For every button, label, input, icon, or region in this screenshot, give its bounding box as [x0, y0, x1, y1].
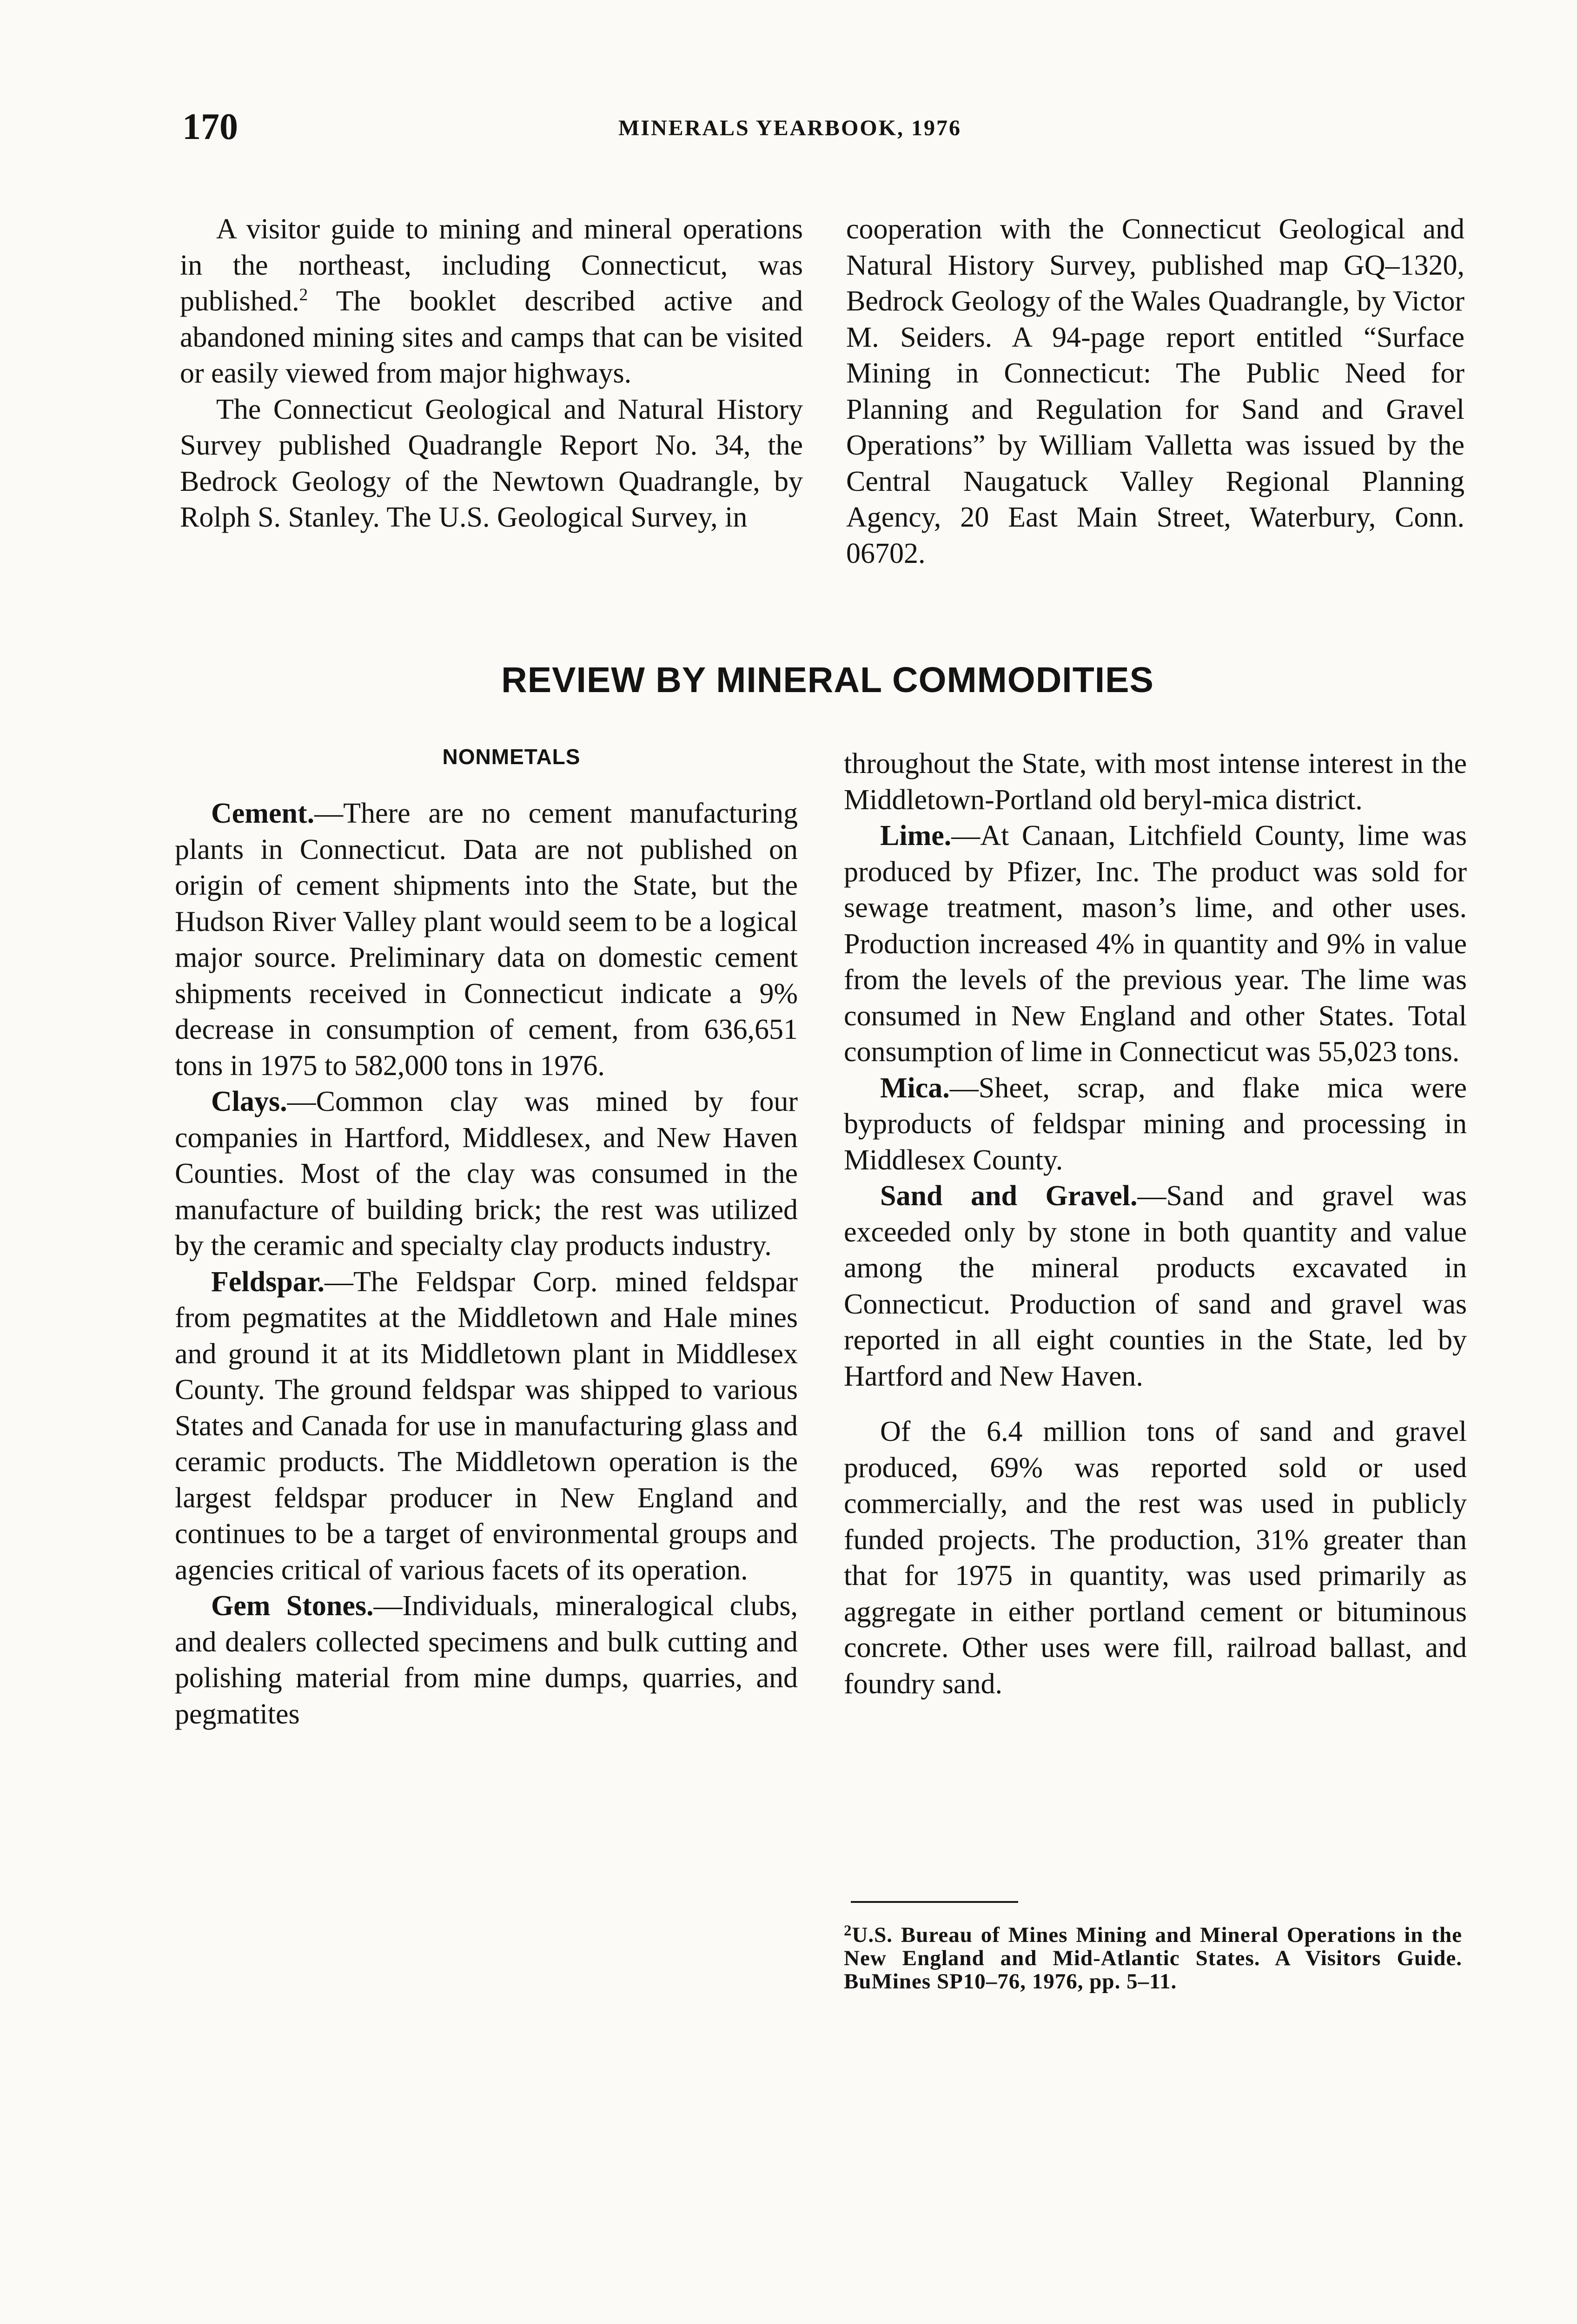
intro-right-column	[846, 211, 1464, 572]
cement-title: Cement.	[211, 798, 315, 829]
lime-text: —At Canaan, Litchfield County, lime was produced by Pfizer, Inc. The product was sold for sewage treatment, mason’s lime, and other uses. Production increased 4% in quantity and 9% in value from the levels of the previous year. The lime was consumed in New England and other States. Total consumption of lime in Connecticut was 55,023 tons.	[844, 820, 1467, 1068]
gem-stones-text: —Individuals, mineralogical clubs, and dealers collected specimens and bulk cutting and polishing material from mine dumps, quarries, and pegmatites	[175, 1590, 798, 1730]
commodities-right-column	[844, 746, 1467, 1702]
sand-gravel-paragraph	[844, 1178, 1467, 1394]
gem-stones-continued: throughout the State, with most intense interest in the Middletown-Portland old beryl-mica district.	[844, 748, 1467, 816]
mica-text: —Sheet, scrap, and flake mica were byproducts of feldspar mining and processing in Middlesex County.	[844, 1072, 1467, 1176]
intro-left-column	[180, 211, 803, 536]
section-heading: REVIEW BY MINERAL COMMODITIES	[501, 660, 1154, 700]
clays-text: —Common clay was mined by four companies in Hartford, Middlesex, and New Haven Counties. Most of the clay was consumed in the manufacture of building brick; the rest was utilized by the ceramic and specialty clay products industry.	[175, 1086, 798, 1261]
running-head: MINERALS YEARBOOK, 1976	[618, 116, 961, 140]
intro-paragraph-2: The Connecticut Geological and Natural History Survey published Quadrangle Report No. 34, the Bedrock Geology of the Newtown Quadrangle, by Rolph S. Stanley. The U.S. Geological Survey, in	[180, 393, 803, 533]
intro-paragraph-2-continued: cooperation with the Connecticut Geological and Natural History Survey, published map GQ–1320, Bedrock Geology of the Wales Quadrangle, by Victor M. Seiders. A 94-page report entitled “Surface Mining in Connecticut: The Public Need for Planning and Regulation for Sand and Gravel Operations” by William Valletta was issued by the Central Naugatuck Valley Regional Planning Agency, 20 East Main Street, Waterbury, Conn. 06702.	[846, 213, 1464, 569]
intro-paragraph-1-text-b: The booklet described active and abandoned mining sites and camps that can be visited or easily viewed from major highways.	[180, 285, 803, 389]
footnote	[844, 1923, 1462, 1993]
feldspar-text: —The Feldspar Corp. mined feldspar from pegmatites at the Middletown and Hale mines and ground it at its Middletown plant in Middlesex County. The ground feldspar was shipped to various States and Canada for use in manufacturing glass and ceramic products. The Middletown operation is the largest feldspar producer in New England and continues to be a target of environmental groups and agencies critical of various facets of its operation.	[175, 1266, 798, 1586]
feldspar-paragraph	[175, 1264, 798, 1589]
footnote-mark: 2	[844, 1922, 852, 1939]
footnote-reference: 2	[299, 285, 308, 304]
gem-stones-title: Gem Stones.	[211, 1590, 374, 1622]
sand-gravel-paragraph-2: Of the 6.4 million tons of sand and gravel produced, 69% was reported sold or used commercially, and the rest was used in publicly funded projects. The production, 31% greater than that for 1975 in quantity, was used primarily as aggregate in either portland cement or bituminous concrete. Other uses were fill, railroad ballast, and foundry sand.	[844, 1416, 1467, 1700]
feldspar-title: Feldspar.	[211, 1266, 325, 1298]
subsection-heading-nonmetals: NONMETALS	[442, 745, 581, 769]
sand-gravel-title: Sand and Gravel.	[880, 1180, 1138, 1212]
footnote-text: U.S. Bureau of Mines Mining and Mineral Operations in the New England and Mid-Atlantic States. A Visitors Guide. BuMines SP10–76, 1976, pp. 5–11.	[844, 1923, 1462, 1994]
gem-stones-paragraph	[175, 1588, 798, 1732]
page-number: 170	[182, 106, 238, 147]
footnote-rule	[851, 1901, 1018, 1903]
clays-title: Clays.	[211, 1086, 287, 1117]
intro-paragraph-1	[180, 211, 803, 392]
clays-paragraph	[175, 1084, 798, 1264]
sand-gravel-text: —Sand and gravel was exceeded only by stone in both quantity and value among the mineral products excavated in Connecticut. Production of sand and gravel was reported in all eight counties in the State, led by Hartford and New Haven.	[844, 1180, 1467, 1392]
mica-title: Mica.	[880, 1072, 950, 1104]
intro-paragraph-1-text: A visitor guide to mining and mineral operations in the northeast, including Connecticut, was published.	[180, 213, 803, 317]
cement-paragraph	[175, 796, 798, 1084]
lime-title: Lime.	[880, 820, 952, 852]
mica-paragraph	[844, 1070, 1467, 1179]
cement-text: —There are no cement manufacturing plants in Connecticut. Data are not published on origin of cement shipments into the State, but the Hudson River Valley plant would seem to be a logical major source. Preliminary data on domestic cement shipments received in Connecticut indicate a 9% decrease in consumption of cement, from 636,651 tons in 1975 to 582,000 tons in 1976.	[175, 798, 798, 1082]
commodities-left-column	[175, 796, 798, 1732]
lime-paragraph	[844, 818, 1467, 1070]
